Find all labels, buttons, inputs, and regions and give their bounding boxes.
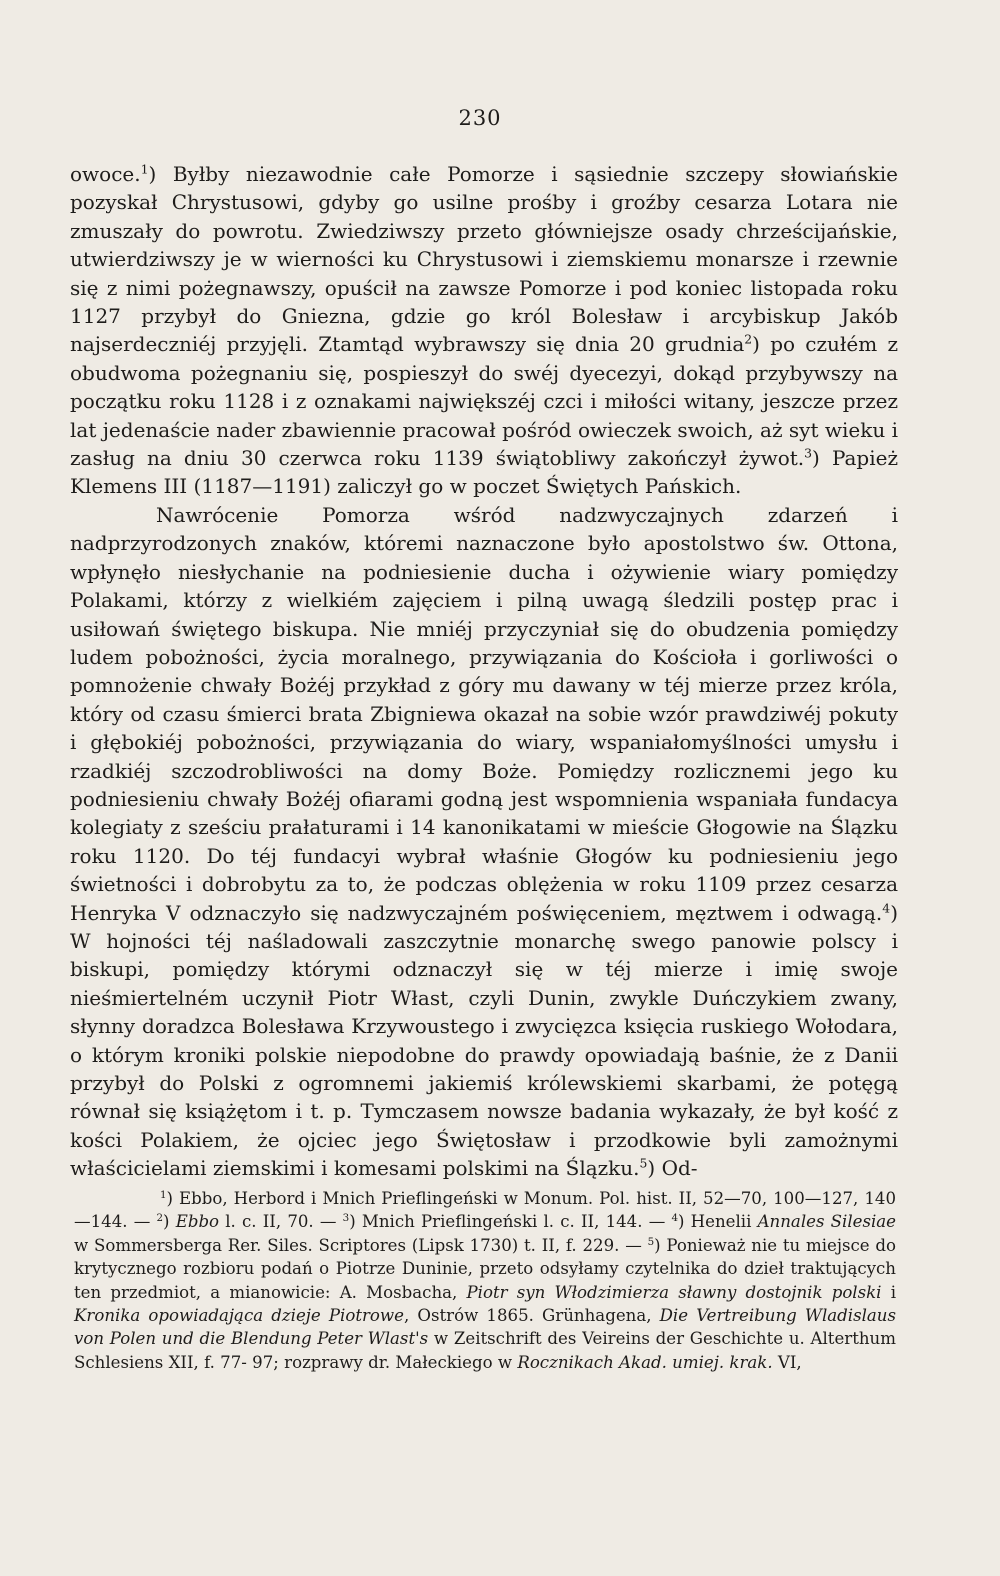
footnote-italic: Kronika opowiadająca dzieje Piotrowe bbox=[74, 1306, 404, 1326]
footnote-marker-4: 4 bbox=[671, 1212, 679, 1225]
page-number: 230 bbox=[458, 106, 502, 130]
footnote-marker-1: 1 bbox=[160, 1188, 167, 1201]
footnote-text: w Sommersberga Rer. Siles. Scriptores (Lipsk 1730) t. II, f. 229. — bbox=[74, 1235, 648, 1255]
text-run: ) Byłby niezawodnie całe Pomorze i sąsiednie szczepy słowiańskie pozyskał Chrystusowi, gdyby go usilne prośby i groźby cesarza Lotara nie zmuszały do powrotu. Zwiedziwszy przeto główniejsze osady chrześcijańskie, utwierdziwszy je w wierności ku Chrystusowi i ziemskiemu monarsze i rzewnie się z nimi pożegnawszy, opuścił na zawsze Pomorze i pod koniec listopada roku 1127 przybył do Gniezna, gdzie go król Bolesław i arcybiskup Jakób najserdeczniéj przyjęli. Ztamtąd wybrawszy się dnia 20 grudnia bbox=[70, 162, 898, 357]
footnotes bbox=[74, 1187, 896, 1374]
text-run: owoce. bbox=[70, 162, 141, 186]
text-run: ) po czułém z obudwoma pożegnaniu się, pospieszył do swéj dyecezyi, dokąd przybywszy na początku roku 1128 i z oznakami największéj czci i miłości witany, jeszcze przez lat jedenaście nader zbawiennie pracował pośród owieczek swoich, aż syt wieku i zasług na dniu 30 czerwca roku 1139 świątobliwy zakończył żywot. bbox=[70, 332, 898, 471]
footnote-text: i bbox=[881, 1282, 897, 1302]
main-text bbox=[70, 160, 898, 1183]
footnote-italic: Annales Silesiae bbox=[757, 1212, 896, 1232]
footnote-text: ) Ponieważ nie tu miejsce do krytycznego rozbioru podań o Piotrze Duninie, przeto odsyłamy czytelnika do dzieł traktujących ten przedmiot, a mianowicie: A. Mosbacha, bbox=[74, 1235, 896, 1302]
footnote-text: l. c. II, 70. — bbox=[219, 1212, 343, 1232]
footnote-text: ) bbox=[163, 1212, 176, 1232]
footnote-marker-5: 5 bbox=[647, 1235, 655, 1248]
footnote-text: ) Henelii bbox=[678, 1212, 758, 1232]
footnote-italic: Rocznikach Akad. umiej. krak. bbox=[517, 1352, 773, 1372]
footnote-text: , Ostrów 1865. Grünhagena, bbox=[403, 1306, 660, 1326]
footnote-text: ) Ebbo, Herbord i Mnich Prieflingeński w Monum. Pol. hist. II, 52—70, 100—127, 140—144. — bbox=[74, 1189, 896, 1232]
paragraph-1 bbox=[70, 160, 898, 501]
text-run: Nawrócenie Pomorza wśród nadzwyczajnych zdarzeń i nadprzyrodzonych znaków, któremi naznaczone było apostolstwo św. Ottona, wpłynęło niesłychanie na podniesienie ducha i ożywienie wiary pomiędzy Polakami, którzy z wielkiém zajęciem i pilną uwagą śledzili postęp prac i usiłowań świętego biskupa. Nie mniéj przyczyniał się do obudzenia pomiędzy ludem pobożności, życia moralnego, przywiązania do Kościoła i gorliwości o pomnożenie chwały Bożéj przykład z góry mu dawany w téj mierze przez króla, który od czasu śmierci brata Zbigniewa okazał na sobie wzór prawdziwéj pokuty i głębokiéj pobożności, przywiązania do wiary, wspaniałomyślności umysłu i rzadkiéj szczodrobliwości na domy Boże. Pomiędzy rozlicznemi jego ku podniesieniu chwały Bożéj ofiarami godną jest wspomnienia wspaniała fundacya kolegiaty z sześciu prałaturami i 14 kanonikatami w mieście Głogowie na Ślązku roku 1120. Do téj fundacyi wybrał właśnie Głogów ku podniesieniu jego świetności i dobrobytu za to, że podczas oblężenia w roku 1109 przez cesarza Henryka V odznaczyło się nadzwyczajném poświęceniem, męztwem i odwagą. bbox=[70, 502, 898, 925]
footnote-ref-2: 2 bbox=[744, 332, 753, 347]
paragraph-2 bbox=[70, 501, 898, 1183]
footnote-block bbox=[74, 1187, 896, 1374]
footnote-marker-2: 2 bbox=[156, 1212, 164, 1225]
footnote-text: w Zeitschrift des Veireins der Geschichte u. Alterthum Schlesiens XII, f. 77- 97; rozprawy dr. Małeckiego w bbox=[74, 1329, 896, 1372]
text-run: ) Papież Klemens III (1187—1191) zaliczył go w poczet Świętych Pańskich. bbox=[70, 446, 898, 499]
footnote-italic: Die Vertreibung Wladislaus von Polen und die Blendung Peter Wlast's bbox=[74, 1306, 896, 1349]
footnote-ref-4: 4 bbox=[882, 900, 891, 916]
footnote-marker-3: 3 bbox=[342, 1212, 350, 1225]
footnote-ref-3: 3 bbox=[804, 445, 813, 461]
text-run: ) W hojności téj naśladowali zaszczytnie monarchę swego panowie polscy i biskupi, pomiędzy którymi odznaczył się w téj mierze i imię swoje nieśmiertelném uczynił Piotr Włast, czyli Dunin, zwykle Duńczykiem zwany, słynny doradzca Bolesława Krzywoustego i zwycięzca księcia ruskiego Wołodara, o którym kroniki polskie niepodobne do prawdy opowiadają baśnie, że z Danii przybył do Polski z ogromnemi jakiemiś królewskiemi skarbami, że potęgą równał się książętom i t. p. Tymczasem nowsze badania wykazały, że był kość z kości Polakiem, że ojciec jego Świętosław i przodkowie byli zamożnymi właścicielami ziemskimi i komesami polskimi na Ślązku. bbox=[70, 900, 898, 1181]
footnote-italic: Ebbo bbox=[175, 1212, 220, 1232]
footnote-ref-1: 1 bbox=[140, 161, 149, 177]
footnote-italic: Piotr syn Włodzimierza sławny dostojnik polski bbox=[466, 1282, 882, 1302]
footnote-text: ) Mnich Prieflingeński l. c. II, 144. — bbox=[349, 1212, 672, 1232]
footnote-ref-5: 5 bbox=[639, 1155, 648, 1171]
text-run: ) Od- bbox=[647, 1156, 698, 1181]
footnote-text: VI, bbox=[772, 1352, 802, 1372]
